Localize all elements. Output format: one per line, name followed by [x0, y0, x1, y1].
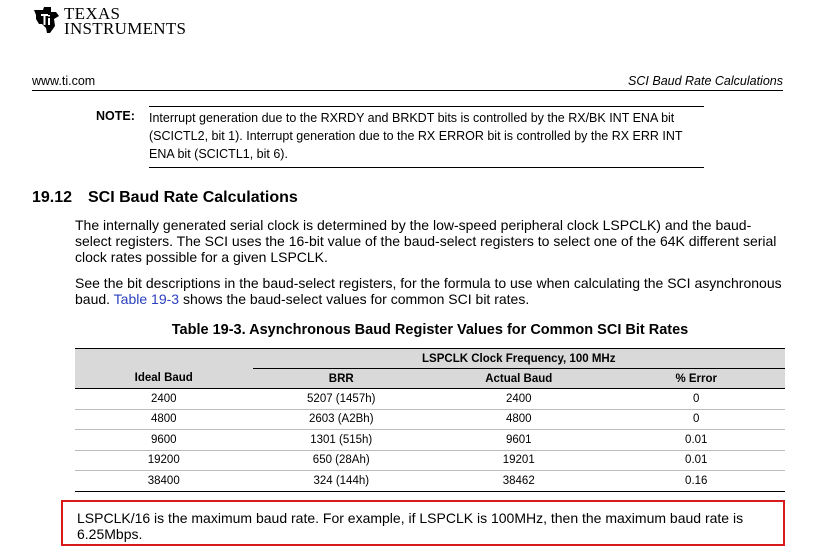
table-cell: 19201: [430, 450, 608, 471]
baud-rate-table: [75, 348, 785, 492]
table-cell: 9601: [430, 430, 608, 451]
table-cell: 2400: [430, 389, 608, 410]
paragraph-2: [75, 275, 785, 307]
table-cell: 5207 (1457h): [253, 389, 431, 410]
logo-wordmark: [64, 6, 186, 36]
table-cell: 2400: [75, 389, 253, 410]
table-row: [75, 450, 785, 471]
table-row: [75, 389, 785, 410]
table-reference-link[interactable]: Table 19-3: [113, 291, 180, 307]
table-cell: 4800: [430, 409, 608, 430]
logo-line-2: INSTRUMENTS: [64, 19, 187, 38]
paragraph-2-text-b: shows the baud-select values for common SCI bit rates.: [179, 291, 530, 307]
table-cell: 0: [608, 409, 786, 430]
table-cell: 324 (144h): [253, 471, 431, 492]
table-row: [75, 430, 785, 451]
table-header-blank: [75, 349, 253, 369]
table-cell: 1301 (515h): [253, 430, 431, 451]
column-header-error: % Error: [608, 369, 786, 389]
table-cell: 38400: [75, 471, 253, 492]
note-text: Interrupt generation due to the RXRDY and BRKDT bits is controlled by the RX/BK INT ENA bit (SCICTL2, bit 1). Interrupt generation due to the RX ERROR bit is controlled by the RX ERR INT ENA bit (SCICTL1, bit 6).: [149, 106, 704, 168]
table-cell: 0.01: [608, 450, 786, 471]
header-section-title: SCI Baud Rate Calculations: [628, 74, 783, 88]
table-cell: 650 (28Ah): [253, 450, 431, 471]
table-row: [75, 409, 785, 430]
note-label: NOTE:: [96, 109, 135, 123]
table-cell: 0.16: [608, 471, 786, 492]
table-cell: 19200: [75, 450, 253, 471]
column-header-brr: BRR: [253, 369, 431, 389]
ti-logo-icon: [32, 6, 62, 34]
table-row: [75, 471, 785, 492]
paragraph-2-text-a: See the bit descriptions in the baud-select registers, for the formula to use when calculating the SCI asynchronous baud.: [75, 275, 782, 307]
logo-line-1: TEXAS: [64, 4, 121, 23]
highlight-box: [61, 500, 785, 546]
section-title: SCI Baud Rate Calculations: [88, 189, 298, 206]
section-heading: [32, 189, 298, 207]
table-cell: 4800: [75, 409, 253, 430]
column-header-ideal-baud: Ideal Baud: [75, 369, 253, 389]
table-cell: 38462: [430, 471, 608, 492]
highlight-text: LSPCLK/16 is the maximum baud rate. For example, if LSPCLK is 100MHz, then the maximum baud rate is 6.25Mbps.: [77, 510, 744, 542]
table-cell: 0.01: [608, 430, 786, 451]
table-cell: 0: [608, 389, 786, 410]
table-group-header: LSPCLK Clock Frequency, 100 MHz: [253, 349, 786, 369]
table-cell: 2603 (A2Bh): [253, 409, 431, 430]
section-number: 19.12: [32, 189, 73, 206]
column-header-actual-baud: Actual Baud: [430, 369, 608, 389]
table-title: Table 19-3. Asynchronous Baud Register Values for Common SCI Bit Rates: [171, 322, 689, 338]
paragraph-1: The internally generated serial clock is determined by the low-speed peripheral clock LSPCLK) and the baud-select registers. The SCI uses the 16-bit value of the baud-select registers to select one of the 64K different serial clock rates possible for a given LSPCLK.: [75, 217, 777, 265]
table-cell: 9600: [75, 430, 253, 451]
ti-logo: [32, 6, 186, 36]
header-website[interactable]: www.ti.com: [32, 74, 96, 88]
header-divider: [32, 90, 783, 91]
